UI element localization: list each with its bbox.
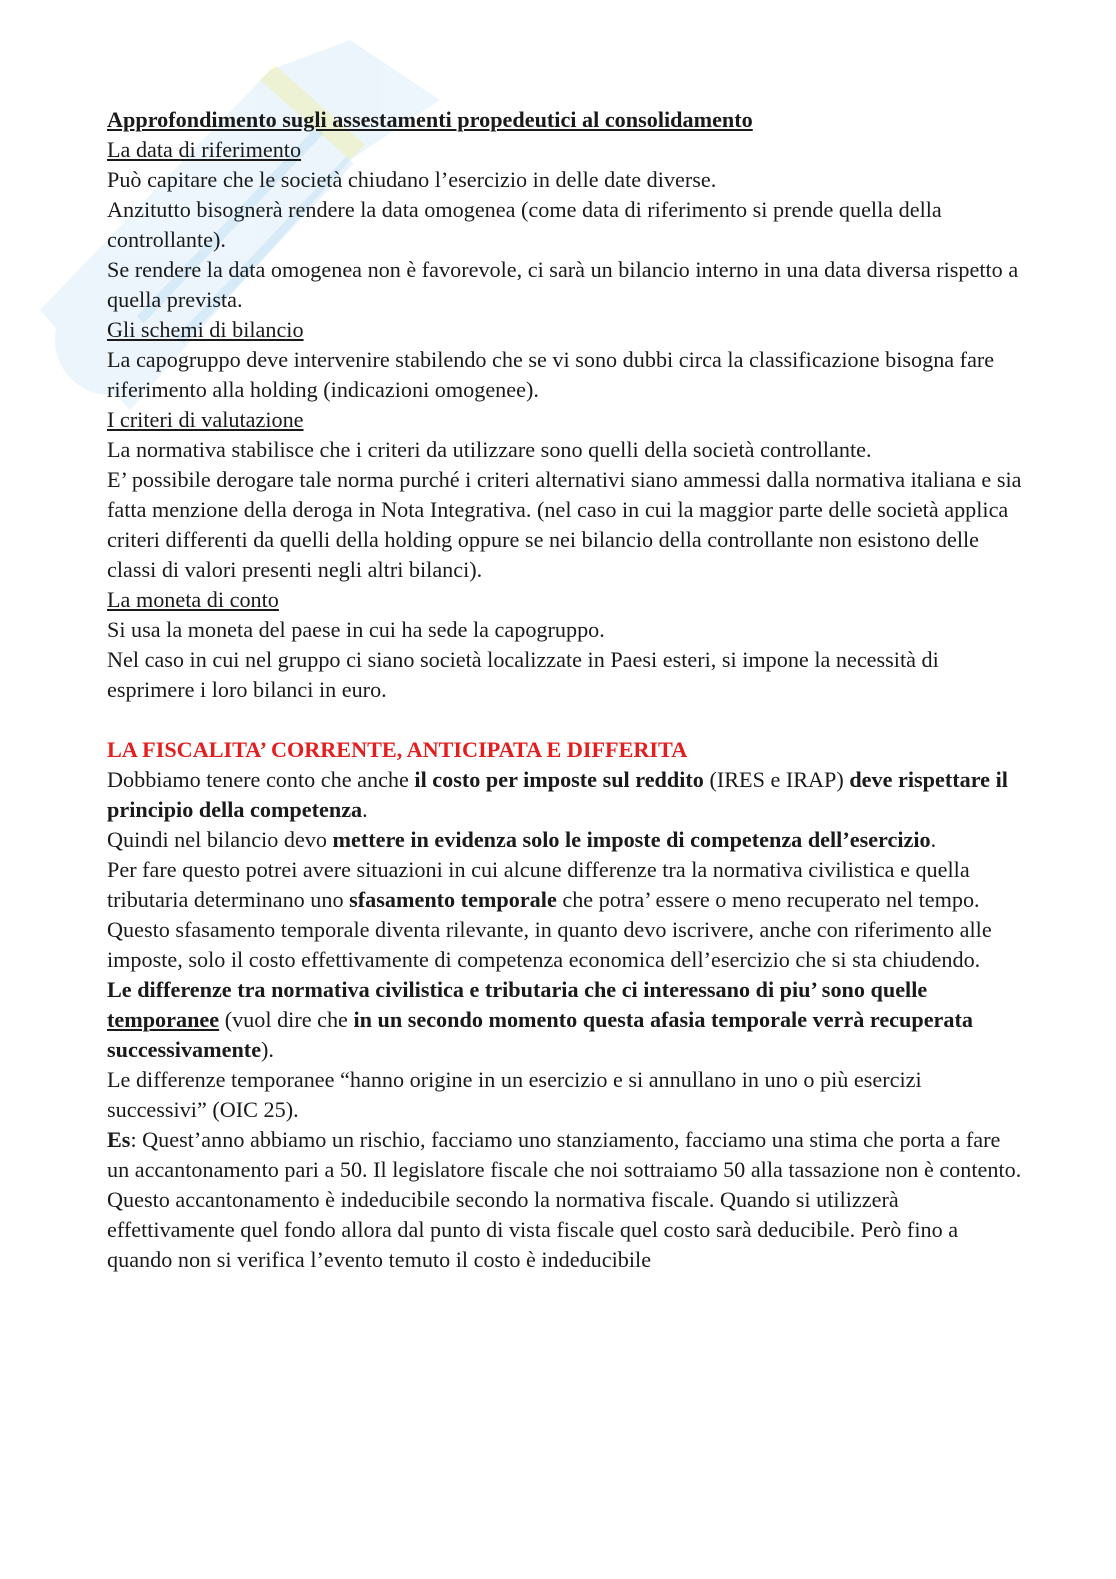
bold-underlined-text (107, 1007, 219, 1032)
heading-moneta-conto: La moneta di conto (107, 587, 279, 612)
text-run: Per fare questo potrei avere situazioni in cui alcune differenze tra la normativa civilistica e quella tributaria determinano uno (107, 857, 970, 912)
bold-text: deve rispettare il principio della competenza (107, 767, 1008, 822)
paragraph: Può capitare che le società chiudano l’esercizio in delle date diverse. (107, 167, 717, 192)
text-run: Dobbiamo tenere conto che anche (107, 767, 415, 792)
paragraph: La capogruppo deve intervenire stabilendo che se vi sono dubbi circa la classificazione bisogna fare riferimento alla holding (indicazioni omogenee). (107, 347, 995, 402)
heading-schemi-bilancio: Gli schemi di bilancio (107, 317, 304, 342)
paragraph: Nel caso in cui nel gruppo ci siano società localizzate in Paesi esteri, si impone la necessità di esprimere i loro bilanci in euro. (107, 647, 939, 702)
paragraph: Questo sfasamento temporale diventa rilevante, in quanto devo iscrivere, anche con riferimento alle imposte, solo il costo effettivamente di competenza economica dell’esercizio che si sta chiudendo. (107, 917, 992, 972)
document-title: Approfondimento sugli assestamenti propedeutici al consolidamento (107, 107, 753, 132)
paragraph: E’ possibile derogare tale norma purché i criteri alternativi siano ammessi dalla normativa italiana e sia fatta menzione della deroga in Nota Integrativa. (nel caso in cui la maggior parte delle società applica criteri differenti da quelli della holding oppure se nei bilancio della controllante non esistono delle classi di valori presenti negli altri bilanci). (107, 467, 1022, 582)
paragraph: Se rendere la data omogenea non è favorevole, ci sarà un bilancio interno in una data diversa rispetto a quella prevista. (107, 257, 1019, 312)
bold-text: in un secondo momento questa afasia temporale verrà recuperata successivamente (107, 1007, 973, 1062)
bold-text: Es (107, 1127, 131, 1152)
bold-text: Le differenze tra normativa civilistica e tributaria che ci interessano di piu’ sono quelle (107, 977, 928, 1002)
text-run: . (362, 797, 368, 822)
paragraph: Si usa la moneta del paese in cui ha sede la capogruppo. (107, 617, 605, 642)
bold-text: sfasamento temporale (349, 887, 557, 912)
text-run: (vuol dire che (219, 1007, 354, 1032)
heading-data-riferimento: La data di riferimento (107, 137, 302, 162)
paragraph: Anzitutto bisognerà rendere la data omogenea (come data di riferimento si prende quella della controllante). (107, 197, 942, 252)
text-run: : Quest’anno abbiamo un rischio, facciamo uno stanziamento, facciamo una stima che porta a fare un accantonamento pari a 50. Il legislatore fiscale che noi sottraiamo 50 alla tassazione non è contento. Questo accantonamento è indeducibile secondo la normativa fiscale. Quando si utilizzerà effettivamente quel fondo allora dal punto di vista fiscale quel costo sarà deducibile. Però fino a quando non si verifica l’evento temuto il costo è indeducibile (107, 1127, 1022, 1272)
paragraph (107, 1125, 1027, 1275)
text-run: ). (261, 1037, 274, 1062)
paragraph (107, 975, 1027, 1065)
bold-text: il costo per imposte sul reddito (414, 767, 704, 792)
heading-criteri-valutazione: I criteri di valutazione (107, 407, 304, 432)
document-body (107, 105, 1027, 1275)
paragraph (107, 765, 1027, 825)
underlined-text: temporanee (107, 1007, 220, 1032)
paragraph (107, 825, 1027, 855)
text-run: Quindi nel bilancio devo (107, 827, 333, 852)
paragraph (107, 855, 1027, 915)
paragraph: La normativa stabilisce che i criteri da utilizzare sono quelli della società controllante. (107, 437, 872, 462)
paragraph: Le differenze temporanee “hanno origine in un esercizio e si annullano in uno o più esercizi successivi” (OIC 25). (107, 1067, 922, 1122)
section-heading-fiscalita: LA FISCALITA’ CORRENTE, ANTICIPATA E DIFFERITA (107, 737, 688, 762)
bold-text: mettere in evidenza solo le imposte di competenza dell’esercizio (332, 827, 931, 852)
text-run: che potra’ essere o meno recuperato nel tempo. (556, 887, 980, 912)
text-run: (IRES e IRAP) (703, 767, 850, 792)
text-run: . (930, 827, 937, 852)
